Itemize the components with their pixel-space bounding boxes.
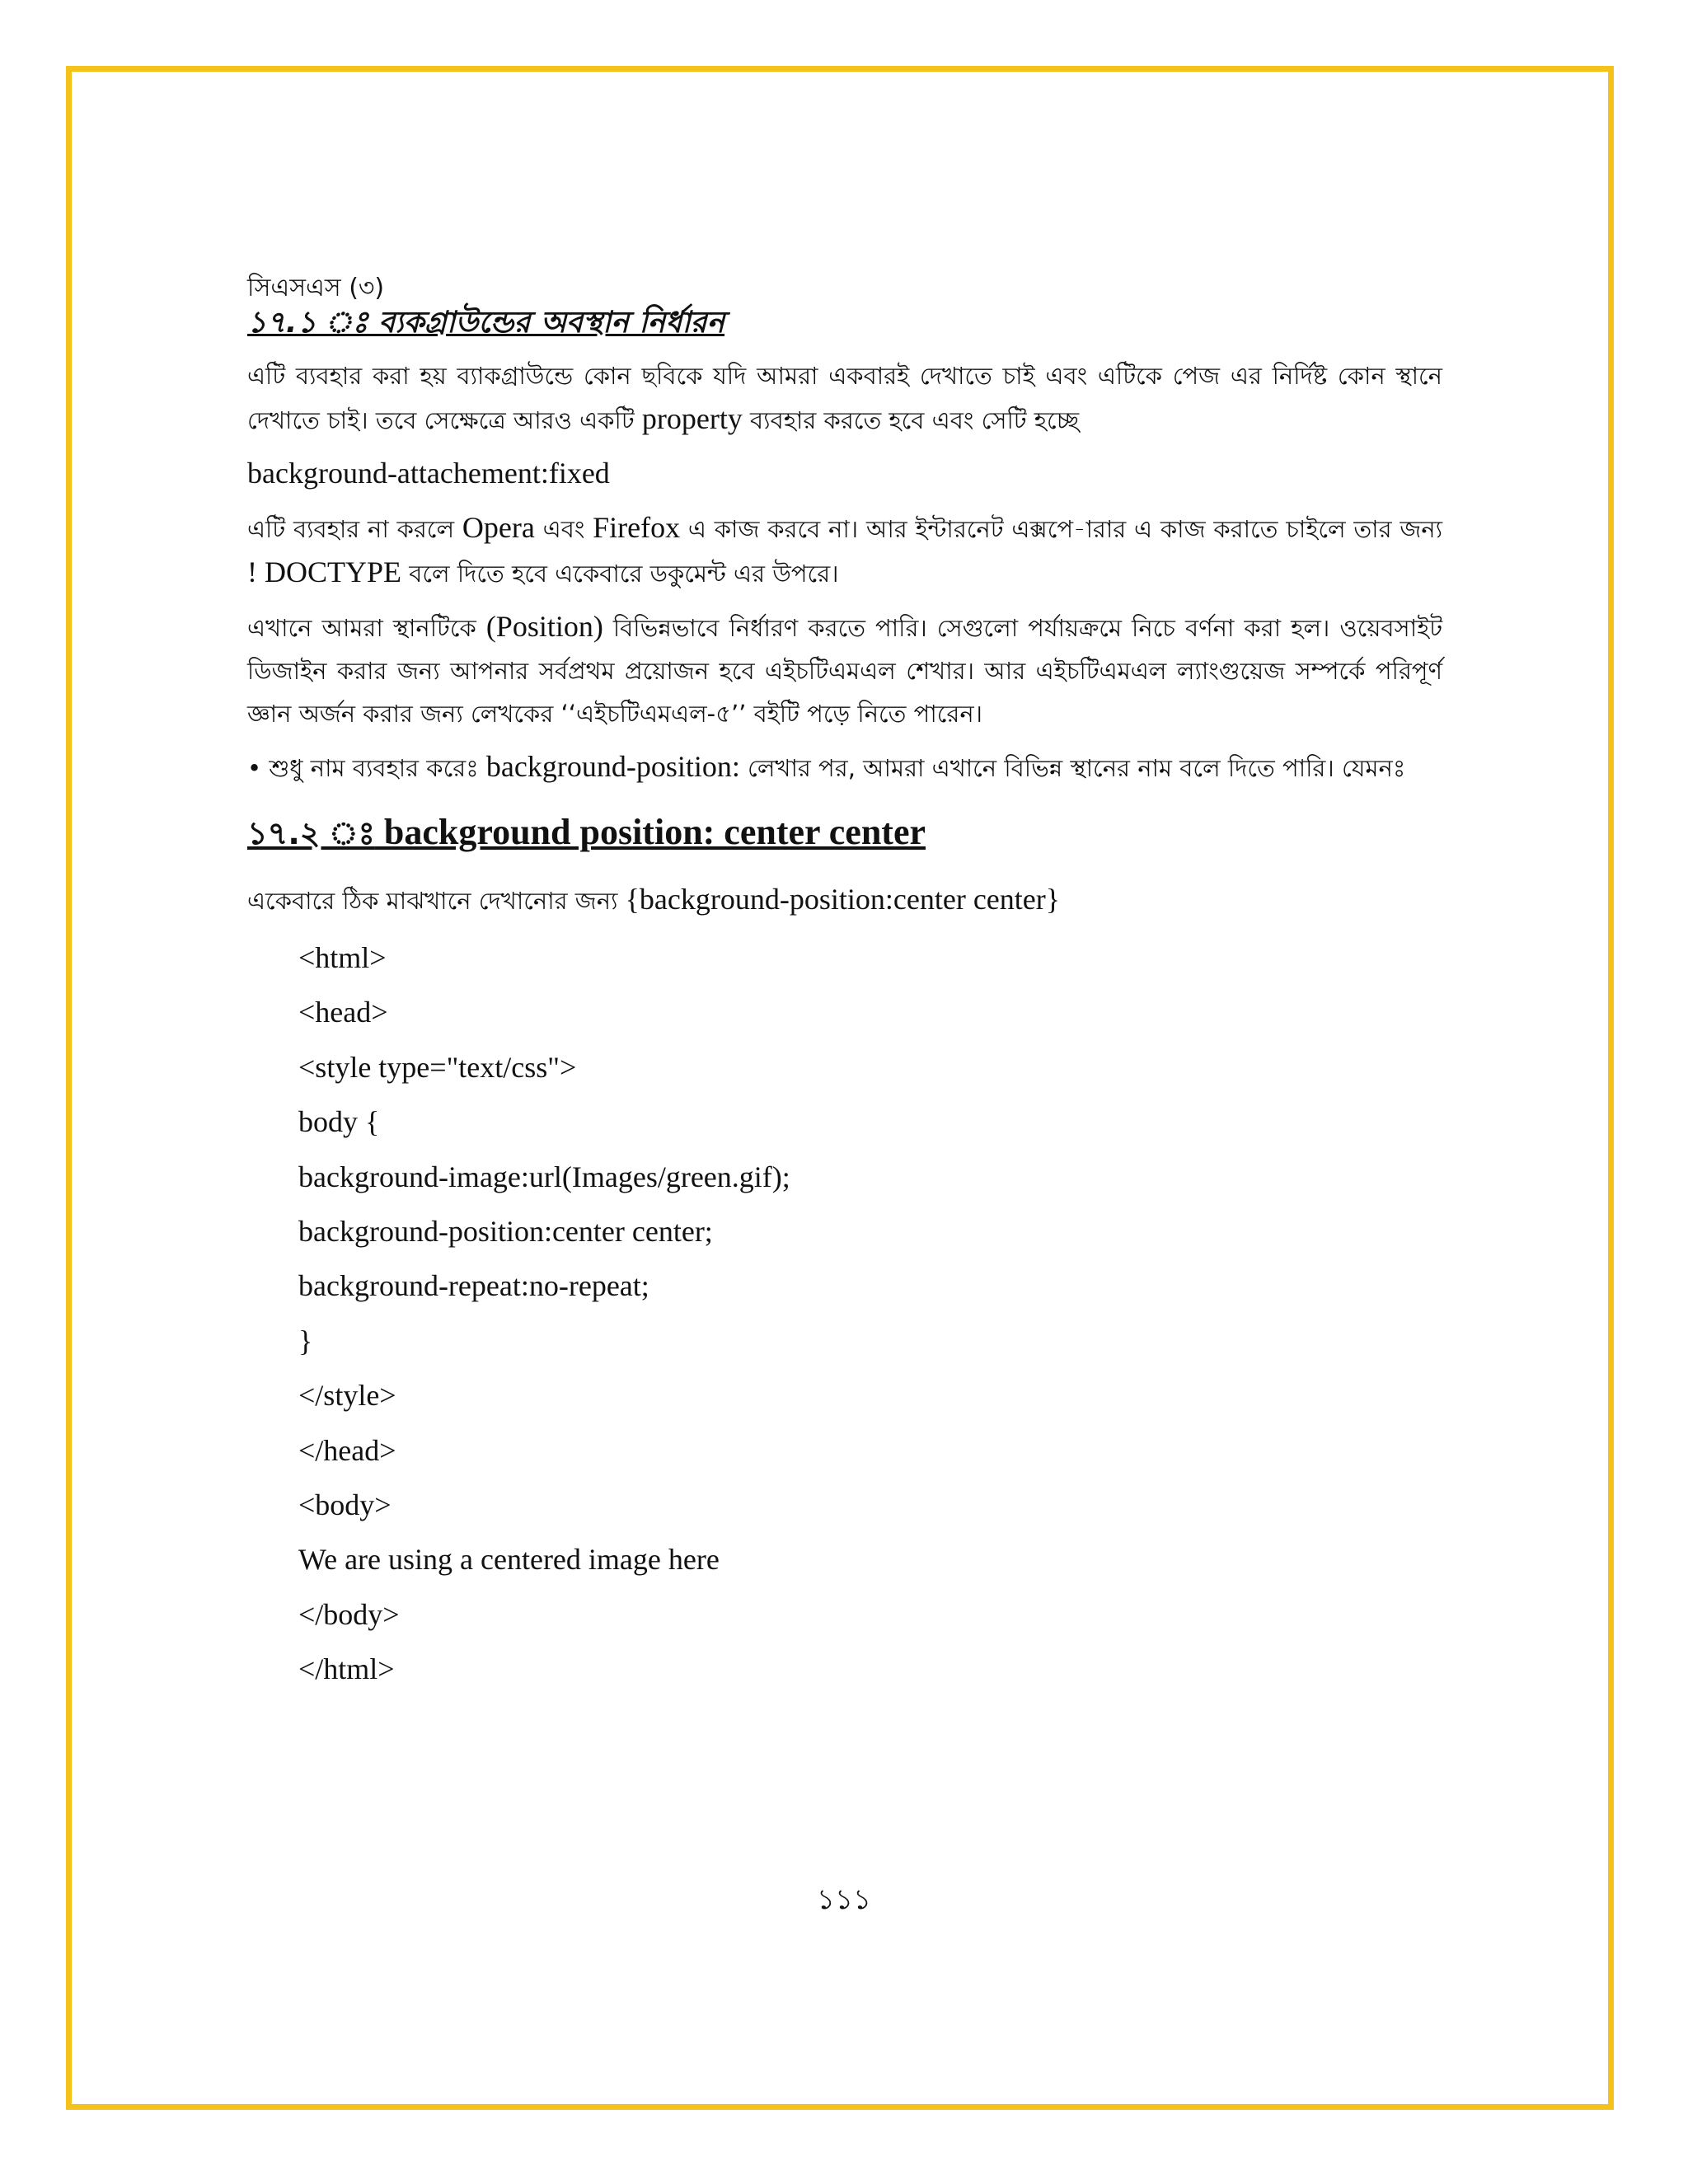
paragraph-4-bullet: • শুধু নাম ব্যবহার করেঃ background-position: লেখার পর, আমরা এখানে বিভিন্ন স্থানের নাম বলে দিতে পারি। যেমনঃ bbox=[247, 750, 1406, 783]
code-line: } bbox=[298, 1324, 313, 1357]
chapter-label: সিএসএস (৩) bbox=[247, 274, 385, 302]
center-intro-line: একেবারে ঠিক মাঝখানে দেখানোর জন্য {background-position:center center} bbox=[247, 883, 1061, 916]
code-line: background-repeat:no-repeat; bbox=[298, 1269, 649, 1303]
code-line: </body> bbox=[298, 1597, 400, 1631]
code-example-block bbox=[298, 930, 1442, 1697]
page-content bbox=[247, 272, 1442, 1697]
paragraph-1: এটি ব্যবহার করা হয় ব্যাকগ্রাউন্ডে কোন ছবিকে যদি আমরা একবারই দেখাতে চাই এবং এটিকে পেজ এর নির্দিষ্ট কোন স্থানে দেখাতে চাই। তবে সেক্ষেত্রে আরও একটি property ব্যবহার করতে হবে এবং সেটি হচ্ছে bbox=[247, 362, 1442, 435]
code-line: </style> bbox=[298, 1379, 396, 1413]
code-line: </head> bbox=[298, 1433, 396, 1467]
attachment-code-line: background-attachement:fixed bbox=[247, 457, 610, 490]
code-line: We are using a centered image here bbox=[298, 1543, 720, 1577]
code-line: <html> bbox=[298, 941, 387, 974]
section-heading-17-2: ১৭.২ ঃ background position: center center bbox=[247, 812, 926, 852]
paragraph-3: এখানে আমরা স্থানটিকে (Position) বিভিন্নভাবে নির্ধারণ করতে পারি। সেগুলো পর্যায়ক্রমে নিচে বর্ণনা করা হল। ওয়েবসাইট ডিজাইন করার জন্য আপনার সর্বপ্রথম প্রয়োজন হবে এইচটিএমএল শেখার। আর এইচটিএমএল ল্যাংগুয়েজ সম্পর্কে পরিপূর্ণ জ্ঞান অর্জন করার জন্য লেখকের ‘‘এইচটিএমএল-৫’’ বইটি পড়ে নিতে পারেন। bbox=[247, 610, 1442, 728]
paragraph-2: এটি ব্যবহার না করলে Opera এবং Firefox এ কাজ করবে না। আর ইন্টারনেট এক্সপে-ারার এ কাজ করাতে চাইলে তার জন্য ! DOCTYPE বলে দিতে হবে একেবারে ডকুমেন্ট এর উপরে। bbox=[247, 511, 1442, 588]
code-line: <body> bbox=[298, 1488, 392, 1522]
code-line: </html> bbox=[298, 1652, 395, 1686]
page-number: ১১১ bbox=[816, 1883, 872, 1916]
code-line: background-position:center center; bbox=[298, 1215, 713, 1249]
code-line: <style type="text/css"> bbox=[298, 1050, 577, 1084]
code-line: <head> bbox=[298, 996, 388, 1029]
section-heading-17-1: ১৭.১ ঃ ব্যকগ্রাউন্ডের অবস্থান নির্ধারন bbox=[247, 306, 725, 340]
code-line: background-image:url(Images/green.gif); bbox=[298, 1160, 790, 1193]
code-line: body { bbox=[298, 1105, 380, 1139]
